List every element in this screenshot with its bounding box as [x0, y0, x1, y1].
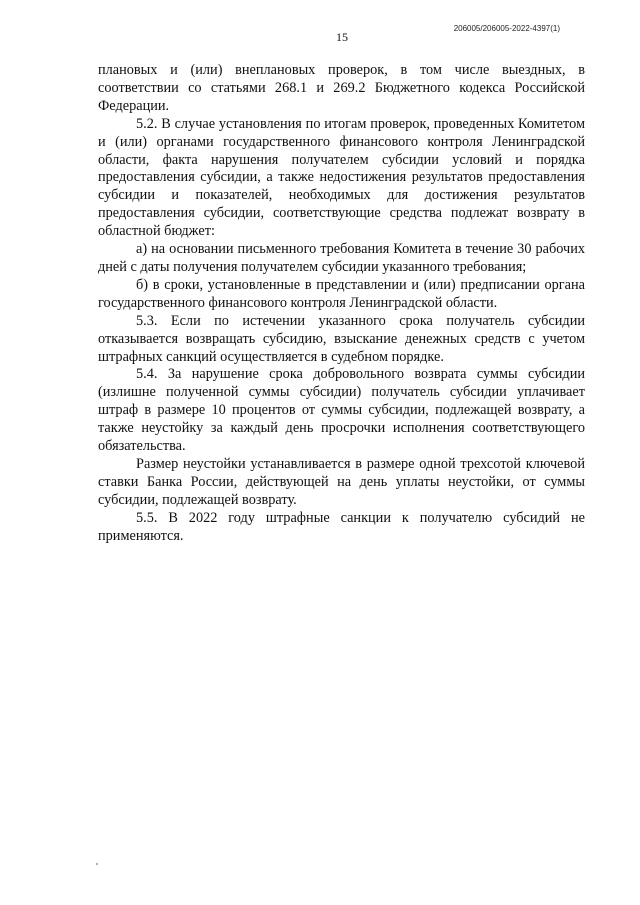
paragraph-continuation: плановых и (или) внеплановых проверок, в том числе выездных, в соответствии со статьями 268.1 и 269.2 Бюджетного кодекса Российской Федерации.	[98, 62, 585, 114]
paragraph-5-2-a: а) на основании письменного требования Комитета в течение 30 рабочих дней с даты получения получателем субсидии указанного требования;	[98, 241, 585, 275]
document-id: 206005/206005-2022-4397(1)	[453, 24, 560, 33]
document-body	[98, 62, 585, 545]
paragraph-5-4: 5.4. За нарушение срока добровольного возврата суммы субсидии (излишне полученной суммы субсидии) получатель субсидии уплачивает штраф в размере 10 процентов от суммы субсидии, подлежащей возврату, а также неустойку за каждый день просрочки исполнения соответствующего обязательства.	[98, 366, 585, 455]
scan-speck	[96, 863, 98, 865]
paragraph-5-5: 5.5. В 2022 году штрафные санкции к получателю субсидий не применяются.	[98, 509, 585, 544]
paragraph-5-3: 5.3. Если по истечении указанного срока получатель субсидии отказывается возвращать субсидию, взыскание денежных средств с учетом штрафных санкций осуществляется в судебном порядке.	[98, 312, 585, 365]
page-number: 15	[336, 30, 348, 44]
paragraph-5-2-b: б) в сроки, установленные в представлении и (или) предписании органа государственного финансового контроля Ленинградской области.	[98, 276, 585, 311]
paragraph-5-2: 5.2. В случае установления по итогам проверок, проведенных Комитетом и (или) органами государственного финансового контроля Ленинградской области, факта нарушения получателем субсидии условий и порядка предоставления субсидии, а также недостижения результатов предоставления субсидии и показателей, необходимых для достижения результатов предоставления субсидии, соответствующие средства подлежат возврату в областной бюджет:	[98, 115, 585, 240]
paragraph-penalty-rate: Размер неустойки устанавливается в размере одной трехсотой ключевой ставки Банка России, действующей на день уплаты неустойки, от суммы субсидии, подлежащей возврату.	[98, 455, 585, 508]
